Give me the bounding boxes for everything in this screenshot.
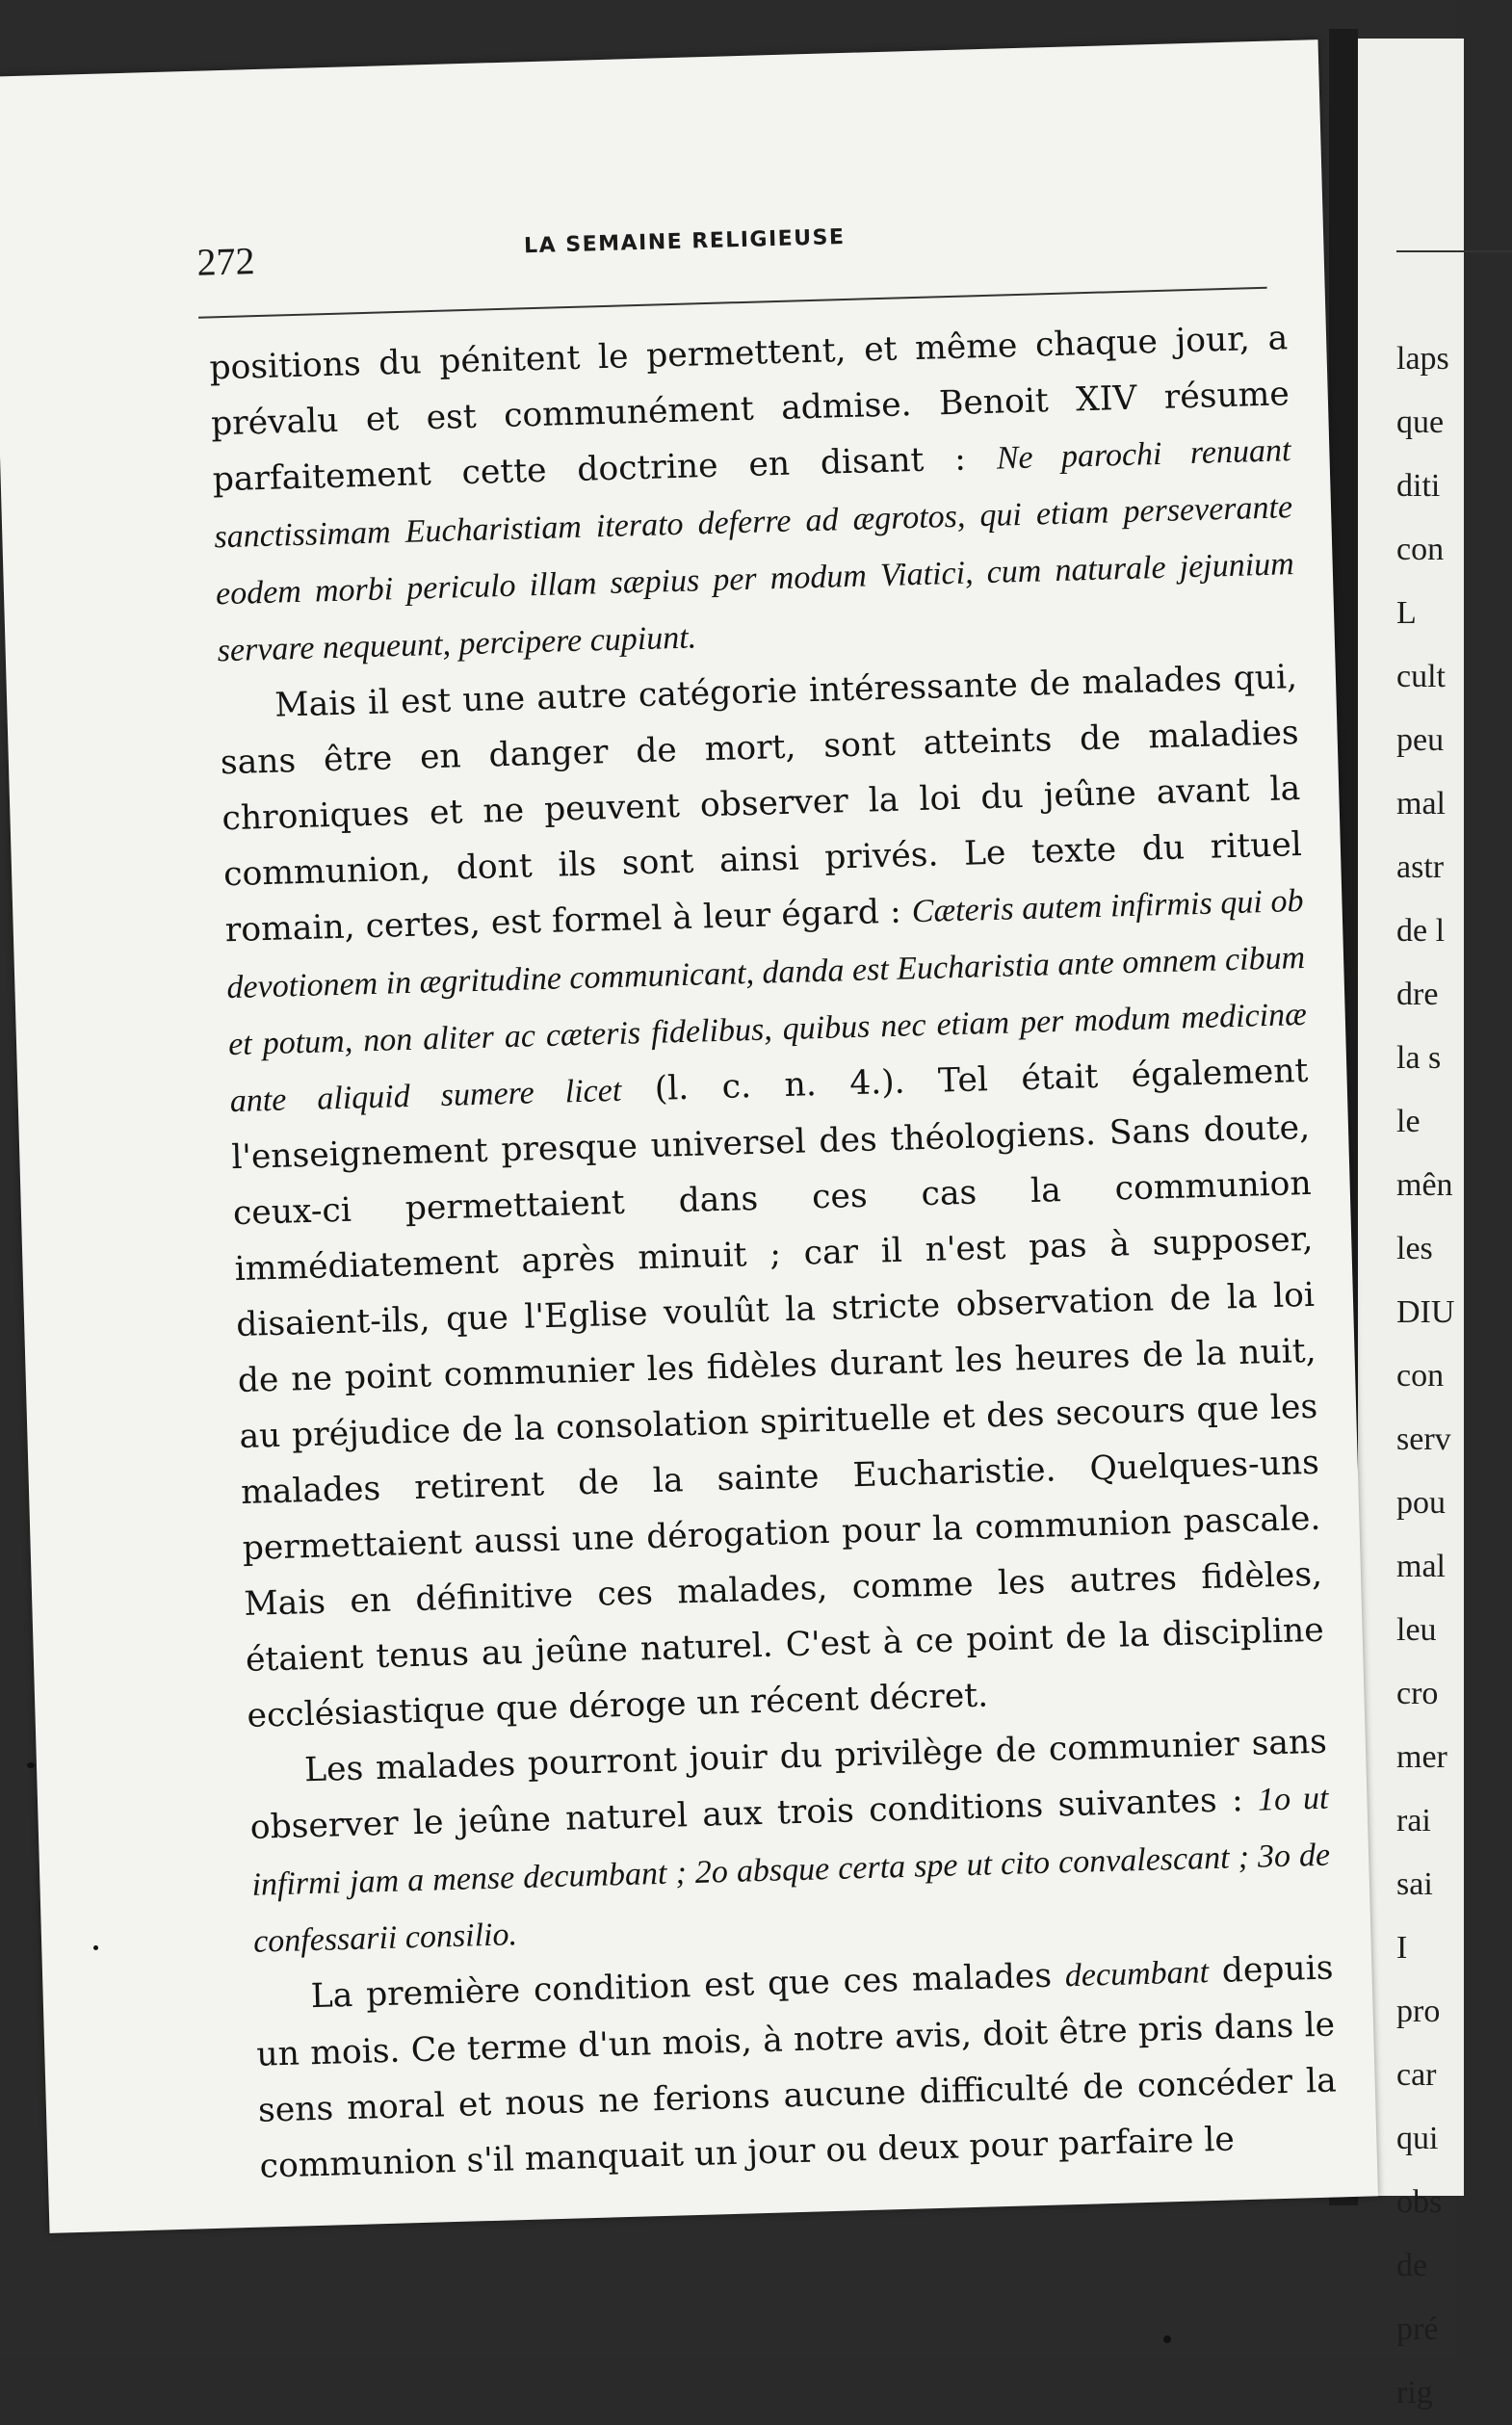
facing-page-fragment: car	[1396, 2057, 1437, 2093]
facing-page-fragment: con	[1396, 532, 1445, 567]
facing-page-fragment: diti	[1396, 468, 1441, 504]
facing-page-fragment: con	[1396, 1358, 1445, 1394]
facing-page-fragment: mal	[1396, 786, 1446, 821]
facing-page-fragment: la s	[1396, 1040, 1442, 1076]
facing-page-rule	[1396, 250, 1512, 252]
facing-page-fragment: leu	[1396, 1612, 1437, 1648]
text-run: Mais il est une autre catégorie intéressante de malades qui, sans être en danger de mort, sont atteints de maladies chroniques et ne peuvent observer la loi du jeûne avant la communion, dont ils sont ainsi privés. Le texte du rituel romain, certes, est formel à leur égard :	[220, 658, 1303, 951]
facing-page-fragment: DIU	[1396, 1294, 1455, 1330]
facing-page-fragment: pro	[1396, 1994, 1441, 2029]
scan-speck	[1163, 2335, 1171, 2343]
latin-quote: decumbant	[1064, 1954, 1210, 1995]
facing-page-fragment: dre	[1396, 977, 1439, 1012]
facing-page-fragment: pré	[1396, 2311, 1439, 2347]
left-page	[0, 39, 1378, 2233]
facing-page-fragment: pou	[1396, 1485, 1446, 1521]
page-number: 272	[196, 239, 256, 284]
text-run: La première condition est que ces malades	[310, 1956, 1066, 2017]
facing-page-fragment: mer	[1396, 1739, 1447, 1775]
latin-quote: Ne parochi renuant sanctissimam Eucharistiam iterato deferre ad ægrotos, qui etiam perseverante eodem morbi periculo illam sæpius per modum Viatici, cum naturale jejunium servare nequeunt, percipere cupiunt.	[213, 432, 1295, 669]
facing-page-fragment: rig	[1396, 2375, 1433, 2411]
text-run: Les malades pourront jouir du privilège de communier sans observer le jeûne naturel aux trois conditions suivantes :	[249, 1722, 1328, 1847]
facing-page-fragment: sai	[1396, 1866, 1433, 1902]
paragraph	[254, 1941, 1339, 2195]
text-run: depuis un mois. Ce terme d'un mois, à notre avis, doit être pris dans le sens moral et nous ne ferions aucune difficulté de concéder la communion s'il manquait un jour ou deux pour parfaire le	[255, 1948, 1338, 2186]
paragraph	[209, 310, 1296, 679]
facing-page-fragment: cult	[1396, 659, 1446, 694]
paragraph	[248, 1714, 1332, 1970]
facing-page-fragment: astr	[1396, 849, 1445, 885]
scan-speck	[27, 1762, 35, 1768]
facing-page-fragment: les	[1396, 1231, 1433, 1266]
facing-page-fragment: le	[1396, 1104, 1421, 1139]
text-run: (l. c. n. 4.). Tel était également l'enseignement presque universel des théologiens. Sans doute, ceux-ci permettaient dans ces cas la communion immédiatement après minuit ; car il n'est pas à supposer, disaient-ils, que l'Eglise voulût la stricte observation de la loi de ne point communier les fidèles durant les heures de la nuit, au préjudice de la consolation spirituelle et des secours que les malades retirent de la sainte Eucharistie. Quelques-uns permettaient aussi une dérogation pour la communion pascale. Mais en définitive ces malades, comme les autres fidèles, étaient tenus au jeûne naturel. C'est à ce point de la discipline ecclésiastique que déroge un récent décret.	[230, 1051, 1325, 1735]
facing-page-fragment: mên	[1396, 1167, 1453, 1203]
facing-page-fragment: cro	[1396, 1676, 1439, 1711]
text-run: positions du pénitent le permettent, et même chaque jour, a prévalu et est communément admise. Benoit XIV résume parfaitement cette doctrine en disant :	[208, 319, 1290, 500]
page-header	[196, 210, 1266, 298]
body-text	[209, 310, 1339, 2195]
facing-page-fragment: rai	[1396, 1803, 1431, 1838]
facing-page-fragment: serv	[1396, 1421, 1451, 1457]
facing-page-fragment: que	[1396, 404, 1445, 440]
running-title: LA SEMAINE RELIGIEUSE	[523, 224, 846, 259]
facing-page-fragment: peu	[1396, 722, 1445, 758]
facing-page-fragment: L	[1396, 595, 1417, 631]
facing-page-fragment: I	[1396, 1930, 1408, 1966]
latin-quote: 1o ut infirmi jam a mense decumbant ; 2o absque certa spe ut cito convalescant ; 3o de confessarii consilio.	[251, 1780, 1331, 1960]
facing-page-fragment: laps	[1396, 341, 1449, 377]
facing-page-fragment: mal	[1396, 1549, 1446, 1584]
scan-speck	[93, 1945, 98, 1950]
latin-quote: Cæteris autem infirmis qui ob devotionem in ægritudine communicant, danda est Eucharistia ante omnem cibum et potum, non aliter ac cæteris fidelibus, quibus nec etiam per modum medicinæ ante aliquid sumere licet	[225, 882, 1308, 1120]
facing-page-fragment: de l	[1396, 913, 1446, 949]
facing-page-fragment: qui	[1396, 2121, 1439, 2156]
facing-page	[1358, 39, 1464, 2411]
facing-page-fragment: de	[1396, 2248, 1428, 2283]
facing-page-fragment: obs	[1396, 2184, 1443, 2220]
facing-page-text	[1396, 327, 1464, 2425]
paragraph	[219, 649, 1326, 1744]
